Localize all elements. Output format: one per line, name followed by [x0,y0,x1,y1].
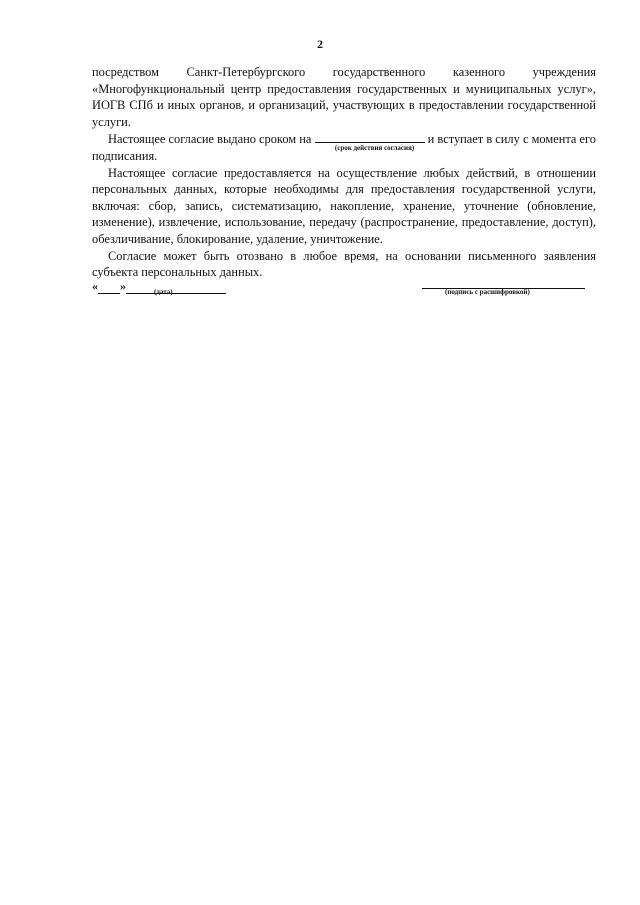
month-year-blank [126,283,226,294]
paragraph-intermediary: посредством Санкт-Петербургского государственного казенного учреждения «Многофункциональный центр предоставления государственных и муниципальных услуг», ИОГВ СПб и иных органов, и организаций, участвующих в предоставлении государственной услуги. [92,65,596,129]
date-caption: (дата) [154,288,173,296]
term-text-start: Настоящее согласие выдано сроком на [108,132,312,147]
quote-open: « [92,279,98,293]
term-caption: (срок действия согласия) [334,144,415,153]
signature-caption: (подпись с расшифровкой) [445,288,530,296]
page-number: 2 [317,37,323,51]
signature-row [92,279,596,309]
paragraph-revocation: Согласие может быть отозвано в любое время, на основании письменного заявления субъекта персональных данных. [92,248,596,280]
term-blank-line [315,130,425,143]
day-blank [98,283,120,294]
term-text-end: и вступает в силу с момента его подписания. [92,132,597,163]
paragraph-actions: Настоящее согласие предоставляется на осуществление любых действий, в отношении персональных данных, которые необходимы для предоставления государственной услуги, включая: сбор, запись, систематизацию, накопление, хранение, уточнение (обновление, изменение), извлечение, использование, передачу (распространение, предоставление, доступ), обезличивание, блокирование, удаление, уничтожение. [92,165,596,246]
quote-close: » [120,279,126,293]
paragraph-term [92,130,596,164]
term-blank [315,130,425,153]
consent-body [92,64,596,281]
